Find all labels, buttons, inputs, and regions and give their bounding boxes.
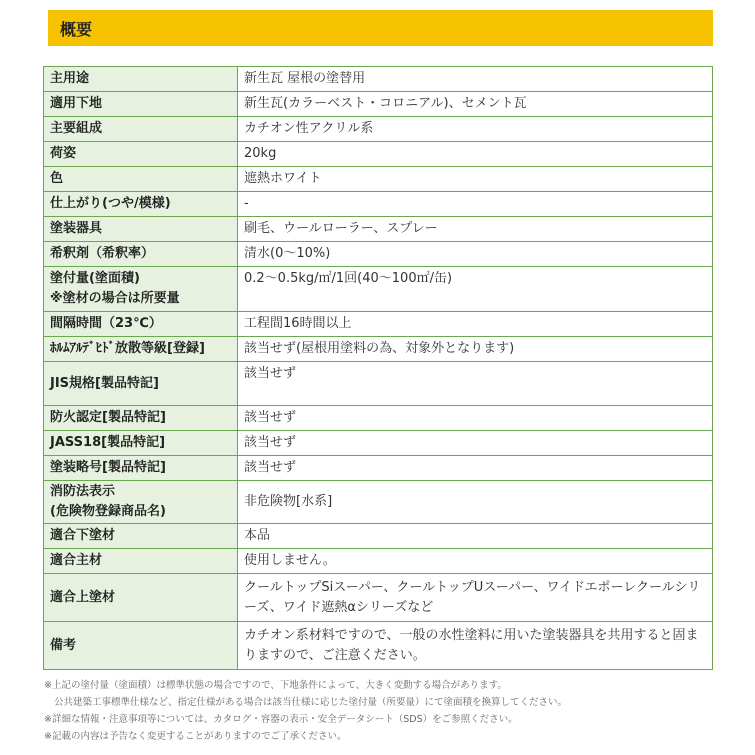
row-label: 適用下地 [44, 92, 238, 117]
row-value: 非危険物[水系] [238, 481, 713, 524]
row-value: 該当せず [238, 406, 713, 431]
table-row [44, 92, 713, 117]
table-row [44, 406, 713, 431]
row-value: 清水(0～10%) [238, 242, 713, 267]
section-header [42, 10, 713, 46]
row-value: 本品 [238, 524, 713, 549]
table-row [44, 242, 713, 267]
table-row [44, 549, 713, 574]
row-value: 使用しません。 [238, 549, 713, 574]
row-value: カチオン性アクリル系 [238, 117, 713, 142]
row-label-line2: ※塗材の場合は所要量 [50, 291, 180, 306]
row-value: 0.2～0.5kg/㎡/1回(40～100㎡/缶) [238, 267, 713, 312]
row-value: 遮熱ホワイト [238, 167, 713, 192]
spec-table [43, 66, 713, 670]
table-row [44, 362, 713, 406]
table-row [44, 117, 713, 142]
row-label-line1: 消防法表示 [50, 484, 116, 499]
row-label: JASS18[製品特記] [44, 431, 238, 456]
table-row [44, 267, 713, 312]
row-label-line1: 塗付量(塗面積) [50, 271, 140, 286]
footnote: ※記載の内容は予告なく変更することがありますのでご了承ください。 [44, 731, 347, 742]
row-value: 該当せず [238, 362, 713, 406]
row-value: 新生瓦 屋根の塗替用 [238, 67, 713, 92]
table-row [44, 524, 713, 549]
row-label: 備考 [44, 622, 238, 670]
table-row [44, 337, 713, 362]
table-row [44, 456, 713, 481]
table-row [44, 481, 713, 524]
row-label [44, 481, 238, 524]
row-label: 適合上塗材 [44, 574, 238, 622]
row-value: - [238, 192, 713, 217]
row-label: 希釈剤（希釈率） [44, 242, 238, 267]
row-label: 防火認定[製品特記] [44, 406, 238, 431]
row-value: 20kg [238, 142, 713, 167]
row-value: 刷毛、ウールローラー、スプレー [238, 217, 713, 242]
row-label: 荷姿 [44, 142, 238, 167]
row-label: 間隔時間（23℃） [44, 312, 238, 337]
footnote: ※上記の塗付量（塗面積）は標準状態の場合ですので、下地条件によって、大きく変動する場合があります。 [44, 680, 507, 691]
table-row [44, 312, 713, 337]
table-row [44, 622, 713, 670]
row-value: 該当せず [238, 456, 713, 481]
row-value: カチオン系材料ですので、一般の水性塗料に用いた塗装器具を共用すると固まりますので、ご注意ください。 [238, 622, 713, 670]
table-row [44, 67, 713, 92]
row-label: 仕上がり(つや/模様) [44, 192, 238, 217]
table-row [44, 167, 713, 192]
row-value: 工程間16時間以上 [238, 312, 713, 337]
row-value: 該当せず(屋根用塗料の為、対象外となります) [238, 337, 713, 362]
row-value: 該当せず [238, 431, 713, 456]
row-label: 塗装器具 [44, 217, 238, 242]
table-row [44, 142, 713, 167]
footnotes [44, 677, 724, 745]
row-label: 主要組成 [44, 117, 238, 142]
row-label: ﾎﾙﾑｱﾙﾃﾞﾋﾄﾞ放散等級[登録] [44, 337, 238, 362]
footnote: ※詳細な情報・注意事項等については、カタログ・容器の表示・安全データシート（SDS）をご参照ください。 [44, 714, 518, 725]
footnote: 公共建築工事標準仕様など、指定仕様がある場合は該当仕様に応じた塗付量（所要量）にて塗面積を換算してください。 [54, 697, 568, 708]
row-label: JIS規格[製品特記] [44, 362, 238, 406]
row-label: 主用途 [44, 67, 238, 92]
row-label: 適合下塗材 [44, 524, 238, 549]
row-label: 色 [44, 167, 238, 192]
table-row [44, 217, 713, 242]
table-row [44, 192, 713, 217]
row-label: 塗装略号[製品特記] [44, 456, 238, 481]
table-row [44, 431, 713, 456]
row-value: 新生瓦(カラーベスト・コロニアル)、セメント瓦 [238, 92, 713, 117]
table-row [44, 574, 713, 622]
row-label: 適合主材 [44, 549, 238, 574]
row-value: クールトップSiスーパー、クールトップUスーパー、ワイドエポーレクールシリーズ、ワイド遮熱αシリーズなど [238, 574, 713, 622]
section-title: 概要 [60, 19, 93, 39]
row-label [44, 267, 238, 312]
row-label-line2: (危険物登録商品名) [50, 504, 166, 519]
